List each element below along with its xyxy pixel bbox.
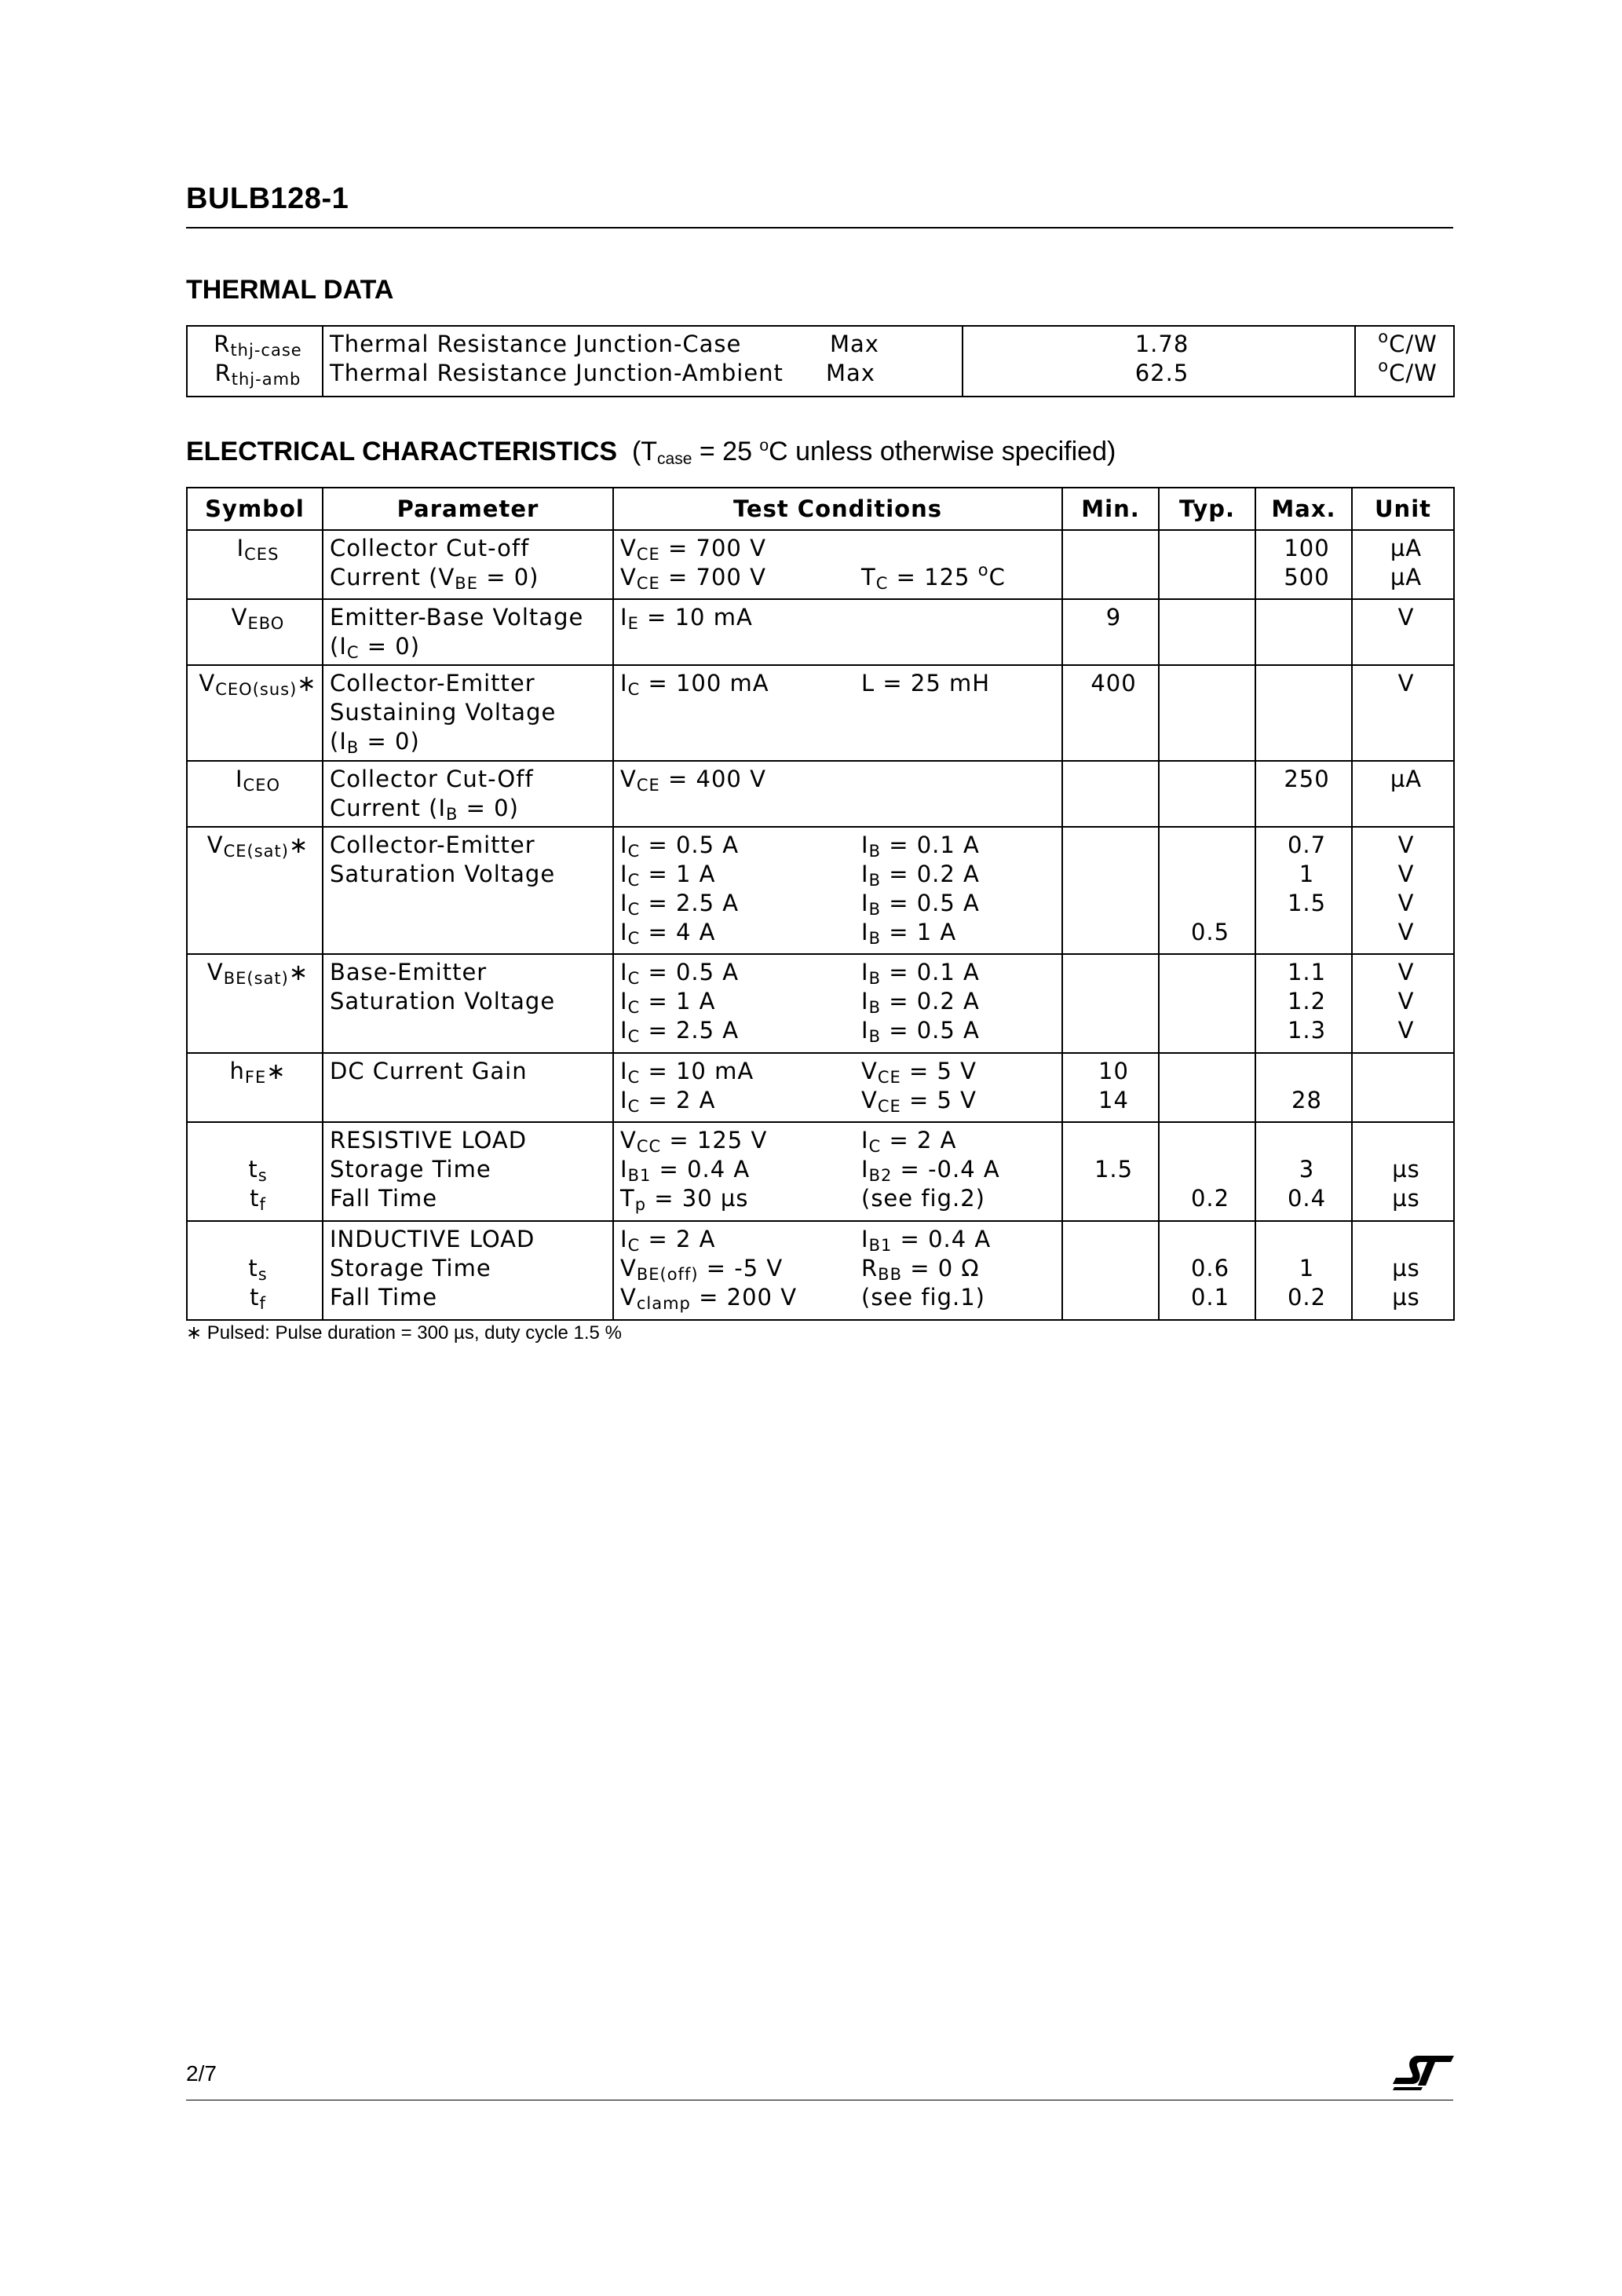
symbol-cell: $V_{BE(sat)}∗$: [187, 954, 323, 1053]
symbol-cell: $I_{CES}$: [187, 530, 323, 599]
thermal-unit-amb: $^o$C/W: [1378, 356, 1438, 386]
header-min: Min.: [1062, 488, 1159, 530]
row-vebo: [187, 599, 1454, 665]
row-vbe-sat: [187, 954, 1454, 1053]
thermal-param-case: Thermal Resistance Junction-Case Max: [330, 331, 879, 357]
min-cell: [1062, 1221, 1159, 1320]
symbol-cell: $h_{FE}∗$: [187, 1053, 323, 1122]
thermal-data-heading: THERMAL DATA: [186, 275, 394, 305]
min-cell: [1062, 761, 1159, 827]
thermal-value-cell: [963, 326, 1355, 397]
typ-cell: 0.6 0.1: [1159, 1221, 1255, 1320]
typ-cell: [1159, 530, 1255, 599]
parameter-cell: Collector-Emitter Saturation Voltage: [323, 827, 613, 954]
conditions-cell: $I_C = 100$ mA L = 25 mH: [613, 665, 1062, 761]
header-typ: Typ.: [1159, 488, 1255, 530]
conditions-cell: $I_C = 0.5$ A $I_B = 0.1$ A $I_C = 1$ A $I_B = 0.2$ A $I_C = 2.5$ A $I_B = 0.5$ A: [613, 954, 1062, 1053]
thermal-symbol-amb: $R_{thj-amb}$: [214, 360, 301, 389]
min-cell: 400: [1062, 665, 1159, 761]
parameter-cell: Emitter-Base Voltage $(I_C = 0)$: [323, 599, 613, 665]
unit-cell: V: [1352, 599, 1454, 665]
max-cell: [1255, 665, 1352, 761]
row-iceo: [187, 761, 1454, 827]
parameter-cell: RESISTIVE LOAD Storage Time Fall Time: [323, 1122, 613, 1221]
unit-cell: V V V V: [1352, 827, 1454, 954]
electrical-heading: [186, 437, 1116, 467]
header-rule: [186, 227, 1453, 229]
electrical-characteristics-table: [186, 487, 1455, 1321]
typ-cell: [1159, 954, 1255, 1053]
header-max: Max.: [1255, 488, 1352, 530]
unit-cell: µs µs: [1352, 1221, 1454, 1320]
typ-cell: [1159, 761, 1255, 827]
thermal-symbol-case: $R_{thj-case}$: [214, 331, 302, 360]
row-vceo-sus: [187, 665, 1454, 761]
conditions-cell: $I_C = 2$ A $I_{B1} = 0.4$ A $V_{BE(off)} = -5$ V $R_{BB} = 0$ Ω $V_{clamp} = 200$ V (see fig.1): [613, 1221, 1062, 1320]
max-cell: 28: [1255, 1053, 1352, 1122]
row-hfe: [187, 1053, 1454, 1122]
header-unit: Unit: [1352, 488, 1454, 530]
symbol-cell: $V_{CEO(sus)}∗$: [187, 665, 323, 761]
unit-cell: [1352, 1053, 1454, 1122]
unit-cell: µs µs: [1352, 1122, 1454, 1221]
symbol-cell: $V_{EBO}$: [187, 599, 323, 665]
conditions-cell: $I_E = 10$ mA: [613, 599, 1062, 665]
max-cell: 250: [1255, 761, 1352, 827]
min-cell: [1062, 954, 1159, 1053]
symbol-cell: $t_s$ $t_f$: [187, 1122, 323, 1221]
row-inductive-load: [187, 1221, 1454, 1320]
max-cell: 0.7 1 1.5: [1255, 827, 1352, 954]
thermal-value-case: 1.78: [1134, 331, 1189, 357]
row-resistive-load: [187, 1122, 1454, 1221]
parameter-cell: Collector-Emitter Sustaining Voltage $(I_B = 0)$: [323, 665, 613, 761]
parameter-cell: Base-Emitter Saturation Voltage: [323, 954, 613, 1053]
symbol-cell: $t_s$ $t_f$: [187, 1221, 323, 1320]
row-vce-sat: [187, 827, 1454, 954]
parameter-cell: DC Current Gain: [323, 1053, 613, 1122]
min-cell: [1062, 530, 1159, 599]
unit-cell: µA µA: [1352, 530, 1454, 599]
footnote: ∗ Pulsed: Pulse duration = 300 µs, duty cycle 1.5 %: [186, 1322, 622, 1344]
header-parameter: Parameter: [323, 488, 613, 530]
thermal-data-table: [186, 325, 1455, 397]
row-ices: [187, 530, 1454, 599]
thermal-parameter-cell: [323, 326, 963, 397]
thermal-unit-cell: [1355, 326, 1454, 397]
document-title: BULB128-1: [186, 182, 349, 215]
thermal-symbol-cell: [187, 326, 323, 397]
header-conditions: Test Conditions: [613, 488, 1062, 530]
min-cell: 9: [1062, 599, 1159, 665]
parameter-cell: INDUCTIVE LOAD Storage Time Fall Time: [323, 1221, 613, 1320]
max-cell: 1 0.2: [1255, 1221, 1352, 1320]
conditions-cell: $I_C = 0.5$ A $I_B = 0.1$ A $I_C = 1$ A $I_B = 0.2$ A $I_C = 2.5$ A $I_B = 0.5$ A $I_C = 4$ A $I_B = 1$ A: [613, 827, 1062, 954]
parameter-cell: Collector Cut-Off Current $(I_B = 0)$: [323, 761, 613, 827]
parameter-cell: Collector Cut-off Current $(V_{BE} = 0)$: [323, 530, 613, 599]
min-cell: 1.5: [1062, 1122, 1159, 1221]
st-logo-icon: [1391, 2054, 1456, 2096]
thermal-value-amb: 62.5: [1134, 360, 1189, 386]
max-cell: 3 0.4: [1255, 1122, 1352, 1221]
typ-cell: [1159, 1053, 1255, 1122]
conditions-cell: $V_{CE} = 400$ V: [613, 761, 1062, 827]
conditions-cell: $V_{CC} = 125$ V $I_C = 2$ A $I_{B1} = 0.4$ A $I_{B2} = -0.4$ A $T_p = 30$ µs (see fig.2): [613, 1122, 1062, 1221]
typ-cell: [1159, 599, 1255, 665]
max-cell: [1255, 599, 1352, 665]
thermal-unit-case: $^o$C/W: [1378, 327, 1438, 357]
thermal-param-amb: Thermal Resistance Junction-Ambient Max: [330, 360, 875, 386]
conditions-cell: $I_C = 10$ mA $V_{CE} = 5$ V $I_C = 2$ A $V_{CE} = 5$ V: [613, 1053, 1062, 1122]
max-cell: 100 500: [1255, 530, 1352, 599]
header-symbol: Symbol: [187, 488, 323, 530]
conditions-cell: $V_{CE} = 700$ V $V_{CE} = 700$ V $T_C = 125$ $^o$C: [613, 530, 1062, 599]
page-number: 2/7: [186, 2061, 217, 2086]
unit-cell: µA: [1352, 761, 1454, 827]
electrical-note: ($T_{case} = 25$ $^o$C unless otherwise specified): [631, 437, 1116, 468]
electrical-title: ELECTRICAL CHARACTERISTICS: [186, 437, 618, 466]
symbol-cell: $I_{CEO}$: [187, 761, 323, 827]
symbol-cell: $V_{CE(sat)}∗$: [187, 827, 323, 954]
typ-cell: 0.5: [1159, 827, 1255, 954]
unit-cell: V V V: [1352, 954, 1454, 1053]
max-cell: 1.1 1.2 1.3: [1255, 954, 1352, 1053]
unit-cell: V: [1352, 665, 1454, 761]
min-cell: 10 14: [1062, 1053, 1159, 1122]
typ-cell: [1159, 665, 1255, 761]
typ-cell: 0.2: [1159, 1122, 1255, 1221]
min-cell: [1062, 827, 1159, 954]
